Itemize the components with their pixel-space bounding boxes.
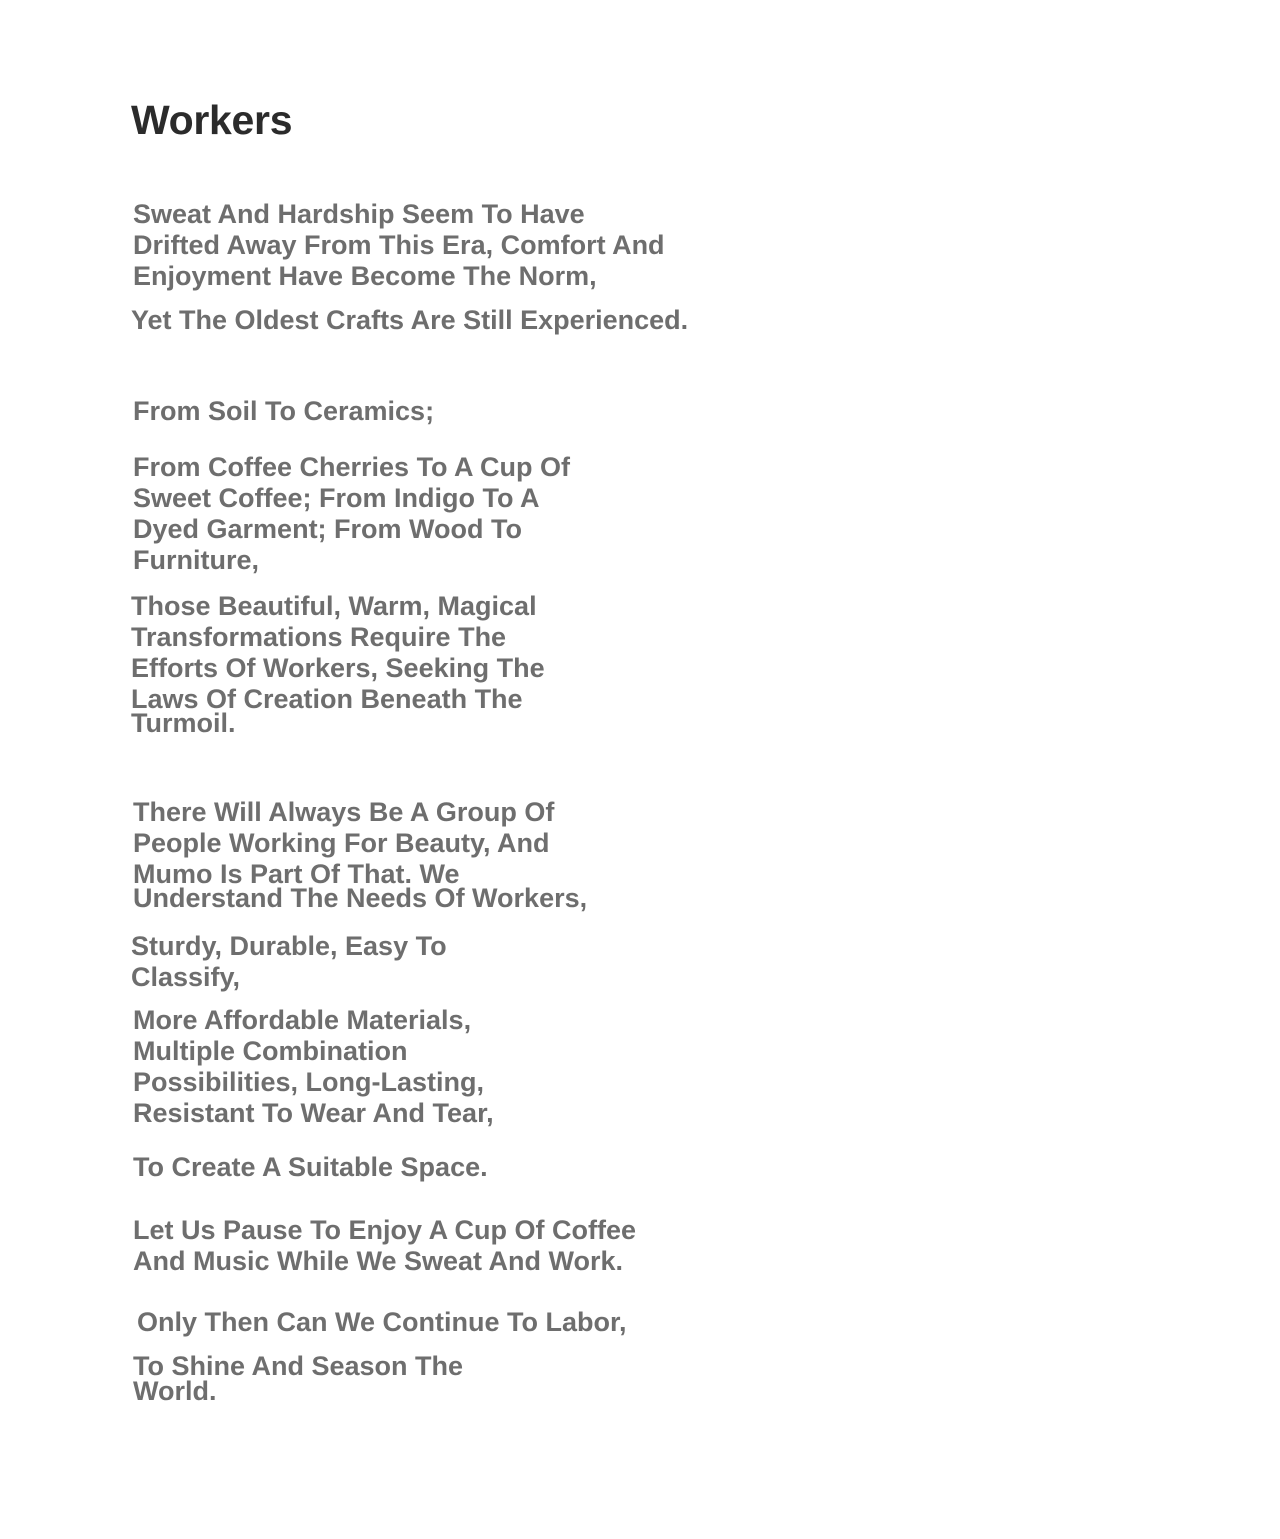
paragraph-turmoil: Turmoil.	[131, 708, 236, 738]
paragraph-oldest-crafts: Yet The Oldest Crafts Are Still Experienced.	[131, 305, 689, 335]
paragraph-needs-of-workers: Understand The Needs Of Workers,	[133, 883, 588, 913]
paragraph-world: World.	[133, 1376, 217, 1406]
page-title: Workers	[131, 97, 293, 143]
paragraph-transformations: Those Beautiful, Warm, Magical Transformations Require The Efforts Of Workers, Seeking The Laws Of Creation Beneath The	[131, 591, 545, 714]
paragraph-group-of-people: There Will Always Be A Group Of People Working For Beauty, And Mumo Is Part Of That. We	[133, 797, 555, 889]
paragraph-coffee-cherries: From Coffee Cherries To A Cup Of Sweet Coffee; From Indigo To A Dyed Garment; From Wood To Furniture,	[133, 452, 571, 575]
paragraph-affordable-materials: More Affordable Materials, Multiple Combination Possibilities, Long-Lasting, Resistant To Wear And Tear,	[133, 1005, 494, 1128]
paragraph-soil-ceramics: From Soil To Ceramics;	[133, 396, 435, 426]
paragraph-sturdy-durable: Sturdy, Durable, Easy To Classify,	[131, 931, 447, 992]
paragraph-shine-season: To Shine And Season The	[133, 1351, 464, 1381]
paragraph-suitable-space: To Create A Suitable Space.	[133, 1152, 488, 1182]
paragraph-pause-coffee: Let Us Pause To Enjoy A Cup Of Coffee And Music While We Sweat And Work.	[133, 1215, 637, 1276]
paragraph-sweat-hardship: Sweat And Hardship Seem To Have Drifted Away From This Era, Comfort And Enjoyment Have Become The Norm,	[133, 199, 665, 291]
paragraph-continue-labor: Only Then Can We Continue To Labor,	[137, 1307, 627, 1337]
